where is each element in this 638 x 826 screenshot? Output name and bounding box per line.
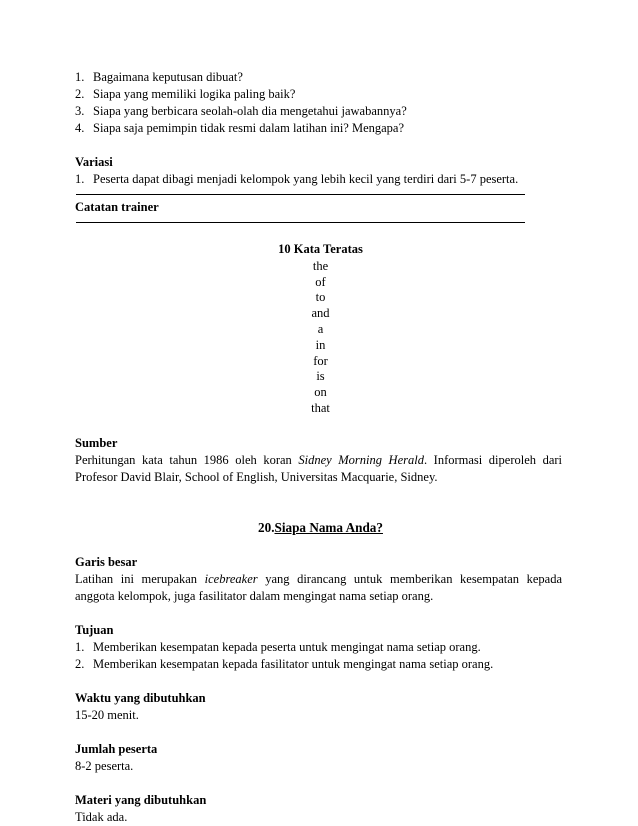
materi-text: Tidak ada. [75, 809, 128, 824]
word-item: to [315, 290, 326, 305]
jumlah-heading: Jumlah peserta [75, 741, 158, 756]
jumlah-text: 8-2 peserta. [75, 758, 134, 773]
word-item: and [311, 306, 330, 321]
tujuan-section [75, 622, 562, 673]
garis-besar-line-2: anggota kelompok, juga fasilitator dalam mengingat nama setiap orang. [75, 588, 434, 603]
waktu-heading: Waktu yang dibutuhkan [75, 690, 206, 705]
sumber-source-name: Sidney Morning Herald [298, 452, 424, 467]
word-item: in [315, 337, 326, 352]
catatan-heading: Catatan trainer [75, 200, 159, 214]
list-text: Siapa yang memiliki logika paling baik? [93, 87, 296, 101]
garis-besar-heading: Garis besar [75, 554, 138, 569]
top-words-title: 10 Kata Teratas [278, 242, 363, 256]
list-text: Siapa yang berbicara seolah-olah dia mengetahui jawabannya? [93, 104, 407, 118]
catatan-section [75, 199, 562, 216]
top-words-block [75, 242, 562, 417]
waktu-section [75, 690, 562, 724]
list-text: Memberikan kesempatan kepada fasilitator untuk mengingat nama setiap orang. [93, 656, 494, 671]
list-number: 2. [75, 87, 85, 101]
materi-section [75, 792, 562, 826]
list-text: Peserta dapat dibagi menjadi kelompok yang lebih kecil yang terdiri dari 5-7 peserta. [93, 172, 519, 186]
section-title-text: Siapa Nama Anda? [274, 519, 383, 535]
garis-besar-section [75, 554, 562, 605]
variasi-list [75, 171, 562, 188]
materi-heading: Materi yang dibutuhkan [75, 792, 207, 807]
variasi-heading: Variasi [75, 155, 113, 169]
word-item: for [313, 353, 328, 368]
list-text: Siapa saja pemimpin tidak resmi dalam latihan ini? Mengapa? [93, 121, 405, 135]
word-item: is [316, 369, 325, 384]
sumber-text: Perhitungan kata tahun 1986 oleh koran [75, 452, 299, 467]
question-list [75, 69, 562, 137]
list-item [75, 639, 562, 656]
list-item [75, 69, 562, 86]
sumber-line-1 [75, 452, 562, 469]
garis-besar-text: yang dirancang untuk memberikan kesempatan kepada [257, 571, 562, 586]
jumlah-section [75, 741, 562, 775]
list-number: 1. [75, 639, 85, 654]
waktu-text: 15-20 menit. [75, 707, 139, 722]
list-item [75, 120, 562, 137]
sumber-text: . Informasi diperoleh dari [423, 452, 563, 467]
divider-line [76, 188, 525, 195]
list-item [75, 86, 562, 103]
list-item [75, 171, 562, 188]
list-number: 2. [75, 656, 85, 671]
tujuan-list [75, 639, 562, 673]
list-item [75, 656, 562, 673]
list-item [75, 103, 562, 120]
list-text: Bagaimana keputusan dibuat? [93, 70, 243, 84]
word-item: of [315, 274, 326, 289]
garis-besar-line-1 [75, 571, 562, 588]
word-item: the [312, 258, 329, 273]
list-number: 4. [75, 121, 85, 135]
section-title [75, 519, 562, 536]
word-item: that [311, 400, 330, 415]
divider-line [76, 216, 525, 223]
list-text: Memberikan kesempatan kepada peserta untuk mengingat nama setiap orang. [93, 639, 481, 654]
variasi-section [75, 154, 562, 188]
tujuan-heading: Tujuan [75, 622, 114, 637]
sumber-heading: Sumber [75, 435, 118, 450]
document-page [75, 69, 562, 826]
sumber-section [75, 435, 562, 486]
list-number: 1. [75, 172, 85, 186]
word-item: a [317, 321, 324, 336]
word-item: on [314, 385, 327, 400]
sumber-line-2: Profesor David Blair, School of English, Universitas Macquarie, Sidney. [75, 469, 438, 484]
section-number: 20. [258, 519, 275, 535]
garis-besar-text: Latihan ini merupakan [75, 571, 205, 586]
list-number: 3. [75, 104, 85, 118]
list-number: 1. [75, 70, 85, 84]
garis-besar-term: icebreaker [204, 571, 258, 586]
